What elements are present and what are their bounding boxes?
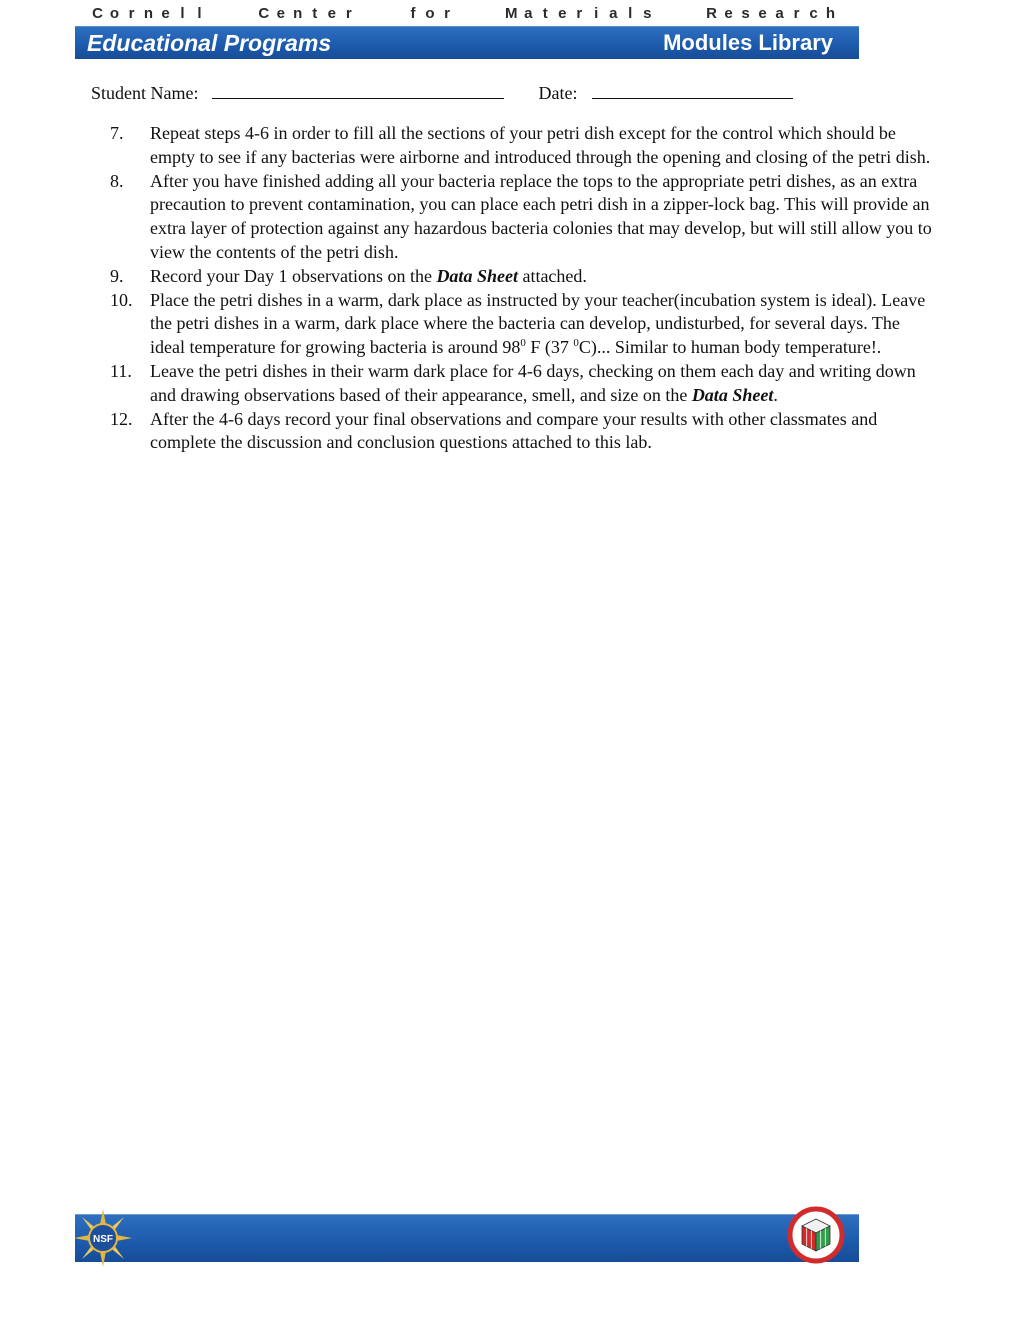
- org-title-letter: t: [542, 5, 548, 22]
- student-name-line: [212, 82, 504, 99]
- org-title-letter: R: [706, 5, 717, 22]
- nsf-logo-text: NSF: [93, 1234, 113, 1245]
- org-title-letter: t: [312, 5, 318, 22]
- step-text-part: Record your Day 1 observations on the: [150, 265, 437, 286]
- step-number: 8.: [110, 170, 124, 191]
- org-title-letter: s: [643, 5, 652, 22]
- step-text-part: Leave the petri dishes in their warm dark place for 4-6 days, checking on them each day and writing down and drawing observations based of their appearance, smell, and size on the: [150, 360, 916, 405]
- org-title-letter: c: [809, 5, 818, 22]
- degree-superscript: 0: [520, 337, 526, 350]
- org-title-letter: n: [143, 5, 154, 22]
- step-text: [150, 360, 932, 408]
- org-title-letter: r: [128, 5, 135, 22]
- org-title-letter: l: [197, 5, 202, 22]
- step-item: [110, 265, 932, 289]
- step-text-part: .: [773, 384, 778, 405]
- org-title-letter: h: [825, 5, 836, 22]
- org-title-letter: a: [775, 5, 784, 22]
- step-text: [150, 170, 932, 265]
- org-word-cornell: [89, 5, 208, 22]
- step-number: 12.: [110, 408, 133, 429]
- step-text-part: Place the petri dishes in a warm, dark place as instructed by your teacher(incubation system is ideal). Leave the petri dishes in a warm, dark place where the bacteria can develop, undisturbed, for several days. The ideal temperature for growing bacteria is around 98: [150, 289, 926, 358]
- step-text-part: C)... Similar to human body temperature!.: [578, 337, 882, 358]
- org-word-for: [405, 5, 456, 22]
- org-title-letter: n: [293, 5, 303, 22]
- step-item: [110, 360, 932, 408]
- procedure-steps: [110, 122, 932, 455]
- step-item: [110, 122, 932, 170]
- org-title-letter: r: [345, 5, 352, 22]
- step-text-part: After you have finished adding all your bacteria replace the tops to the appropriate petri dishes, as an extra precaution to prevent contamination, you can place each petri dish in a zipper-lock bag. This will provide an extra layer of protection against any hazardous bacteria colonies that may develop, but will still allow you to view the contents of the petri dish.: [150, 170, 932, 262]
- org-title-letter: M: [505, 5, 518, 22]
- step-text: [150, 265, 932, 289]
- org-title-letter: e: [558, 5, 567, 22]
- org-title-letter: e: [758, 5, 767, 22]
- org-title-letter: C: [92, 5, 103, 22]
- step-number: 10.: [110, 289, 133, 310]
- step-item: [110, 289, 932, 360]
- org-title-letter: r: [793, 5, 800, 22]
- step-text: [150, 408, 932, 456]
- step-item: [110, 170, 932, 265]
- data-sheet-emphasis: Data Sheet: [691, 384, 774, 405]
- org-title-letter: C: [258, 5, 270, 22]
- modules-library-title: Modules Library: [663, 30, 833, 55]
- step-number: 7.: [110, 123, 124, 143]
- ccmr-logo-icon: [787, 1205, 845, 1269]
- org-title-letter: f: [410, 5, 416, 22]
- step-number: 9.: [110, 265, 124, 286]
- org-title-letter: i: [594, 5, 599, 22]
- date-label: Date:: [538, 83, 578, 103]
- org-title-letter: e: [161, 5, 170, 22]
- step-text-part: F (37: [525, 337, 574, 358]
- org-title-letter: r: [444, 5, 450, 22]
- org-word-research: [703, 5, 839, 22]
- org-title-letter: e: [276, 5, 285, 22]
- org-title-letter: o: [425, 5, 435, 22]
- org-title: [89, 5, 839, 22]
- org-title-letter: e: [327, 5, 336, 22]
- step-text-part: attached.: [517, 265, 587, 286]
- step-text-part: Repeat steps 4-6 in order to fill all the sections of your petri dish except for the control which should be empty to see if any bacterias were airborne and introduced through the opening and closing of the petri dish.: [150, 123, 931, 167]
- step-text: [150, 122, 932, 170]
- org-title-letter: r: [576, 5, 583, 22]
- org-title-letter: o: [109, 5, 120, 22]
- header-banner: [75, 26, 859, 59]
- student-info-row: [91, 82, 793, 104]
- org-word-center: [255, 5, 357, 22]
- step-item: [110, 408, 932, 456]
- step-text: [150, 289, 932, 360]
- date-line: [592, 82, 793, 99]
- footer-banner: [75, 1214, 859, 1262]
- step-text-part: After the 4-6 days record your final observations and compare your results with other classmates and complete the discussion and conclusion questions attached to this lab.: [150, 408, 878, 453]
- degree-superscript: 0: [573, 337, 579, 350]
- org-title-letter: l: [628, 5, 633, 22]
- org-title-letter: s: [741, 5, 750, 22]
- org-word-materials: [503, 5, 656, 22]
- org-title-letter: a: [524, 5, 533, 22]
- student-name-label: Student Name:: [91, 83, 199, 103]
- data-sheet-emphasis: Data Sheet: [436, 265, 518, 286]
- nsf-logo-icon: [73, 1208, 133, 1268]
- org-title-letter: e: [724, 5, 733, 22]
- org-title-letter: a: [609, 5, 618, 22]
- org-title-letter: l: [180, 5, 185, 22]
- educational-programs-title: Educational Programs: [87, 30, 332, 56]
- step-number: 11.: [110, 360, 132, 381]
- ccmr-cube: [802, 1219, 830, 1251]
